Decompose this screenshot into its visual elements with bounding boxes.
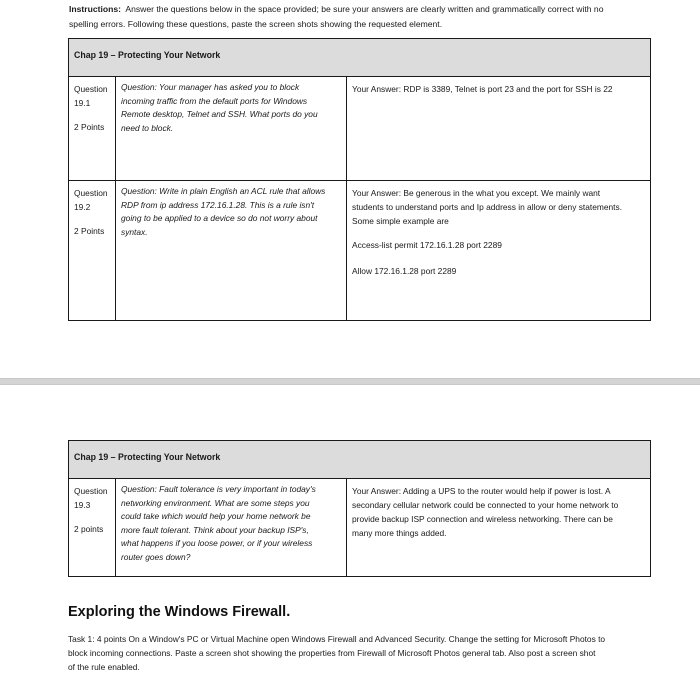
answer-line: students to understand ports and Ip address in allow or deny statements. (352, 202, 623, 212)
question-line: could take which would help your home network be (121, 511, 311, 522)
answer-line: provide backup ISP connection and wireless networking. There can be (352, 514, 613, 524)
instructions-label: Instructions: (69, 4, 122, 14)
task-line: Task 1: 4 points On a Window's PC or Virtual Machine open Windows Firewall and Advanced Security. Change the setting for Microsoft Photos to (68, 634, 606, 644)
answer-line: Your Answer: Be generous in the what you except. We mainly want (352, 188, 601, 198)
answer-line: Allow 172.16.1.28 port 2289 (352, 266, 457, 276)
instructions-line-2: spelling errors. Following these questions, paste the screen shots showing the requested element. (69, 19, 443, 29)
question-points: 2 Points (74, 226, 105, 236)
question-row-19-2 (69, 181, 651, 321)
answer-line: Some simple example are (352, 216, 449, 226)
question-line: going to be applied to a device so do not worry about (121, 213, 318, 224)
question-line: syntax. (121, 226, 148, 237)
section-title: Exploring the Windows Firewall. (68, 604, 291, 620)
answer-line: Access-list permit 172.16.1.28 port 2289 (352, 240, 502, 250)
instructions (69, 2, 651, 32)
question-number-cell (69, 479, 116, 577)
answer-line: secondary cellular network could be connected to your home network to (352, 500, 619, 510)
page-break (0, 378, 700, 385)
question-word: Question (74, 486, 108, 496)
question-line: need to block. (121, 122, 174, 133)
task-line: block incoming connections. Paste a screen shot showing the properties from Firewall of Microsoft Photos general tab. Also post a screen shot (68, 648, 596, 658)
question-number: 19.2 (74, 202, 91, 212)
question-number-cell (69, 77, 116, 181)
answer-line: Your Answer: Adding a UPS to the router would help if power is lost. A (352, 486, 611, 496)
table-header: Chap 19 – Protecting Your Network (69, 441, 651, 479)
question-line: incoming traffic from the default ports for Windows (121, 95, 308, 106)
table-header: Chap 19 – Protecting Your Network (69, 39, 651, 77)
question-row-19-3 (69, 479, 651, 577)
question-line: Question: Fault tolerance is very important in today's (121, 484, 316, 494)
task-line: of the rule enabled. (68, 662, 140, 672)
answer-cell (347, 479, 651, 577)
question-line: networking environment. What are some steps you (121, 497, 310, 508)
question-line: more fault tolerant. Think about your backup ISP's, (121, 524, 309, 535)
answer-line: Your Answer: RDP is 3389, Telnet is port 23 and the port for SSH is 22 (352, 84, 613, 94)
task-paragraph (68, 632, 658, 674)
question-text-cell (116, 479, 347, 577)
question-line: Question: Write in plain English an ACL rule that allows (121, 186, 326, 196)
instructions-line-1 (69, 2, 651, 17)
answer-line: many more things added. (352, 528, 447, 538)
question-number: 19.1 (74, 98, 91, 108)
question-row-19-1 (69, 77, 651, 181)
question-line: RDP from ip address 172.16.1.28. This is a rule isn't (121, 199, 315, 210)
chapter-table-1 (68, 38, 651, 321)
question-line: Question: Your manager has asked you to block (121, 82, 300, 92)
question-number-cell (69, 181, 116, 321)
question-line: router goes down? (121, 551, 191, 562)
answer-cell (347, 181, 651, 321)
question-word: Question (74, 188, 108, 198)
answer-cell (347, 77, 651, 181)
question-points: 2 points (74, 524, 104, 534)
question-text-cell (116, 181, 347, 321)
question-line: what happens if you loose power, or if your wireless (121, 538, 313, 549)
question-number: 19.3 (74, 500, 91, 510)
question-word: Question (74, 84, 108, 94)
question-points: 2 Points (74, 122, 105, 132)
chapter-table-2 (68, 440, 651, 577)
instructions-text: Answer the questions below in the space provided; be sure your answers are clearly written and grammatically correct with no (125, 4, 604, 14)
question-line: Remote desktop, Telnet and SSH. What ports do you (121, 109, 318, 120)
question-text-cell (116, 77, 347, 181)
